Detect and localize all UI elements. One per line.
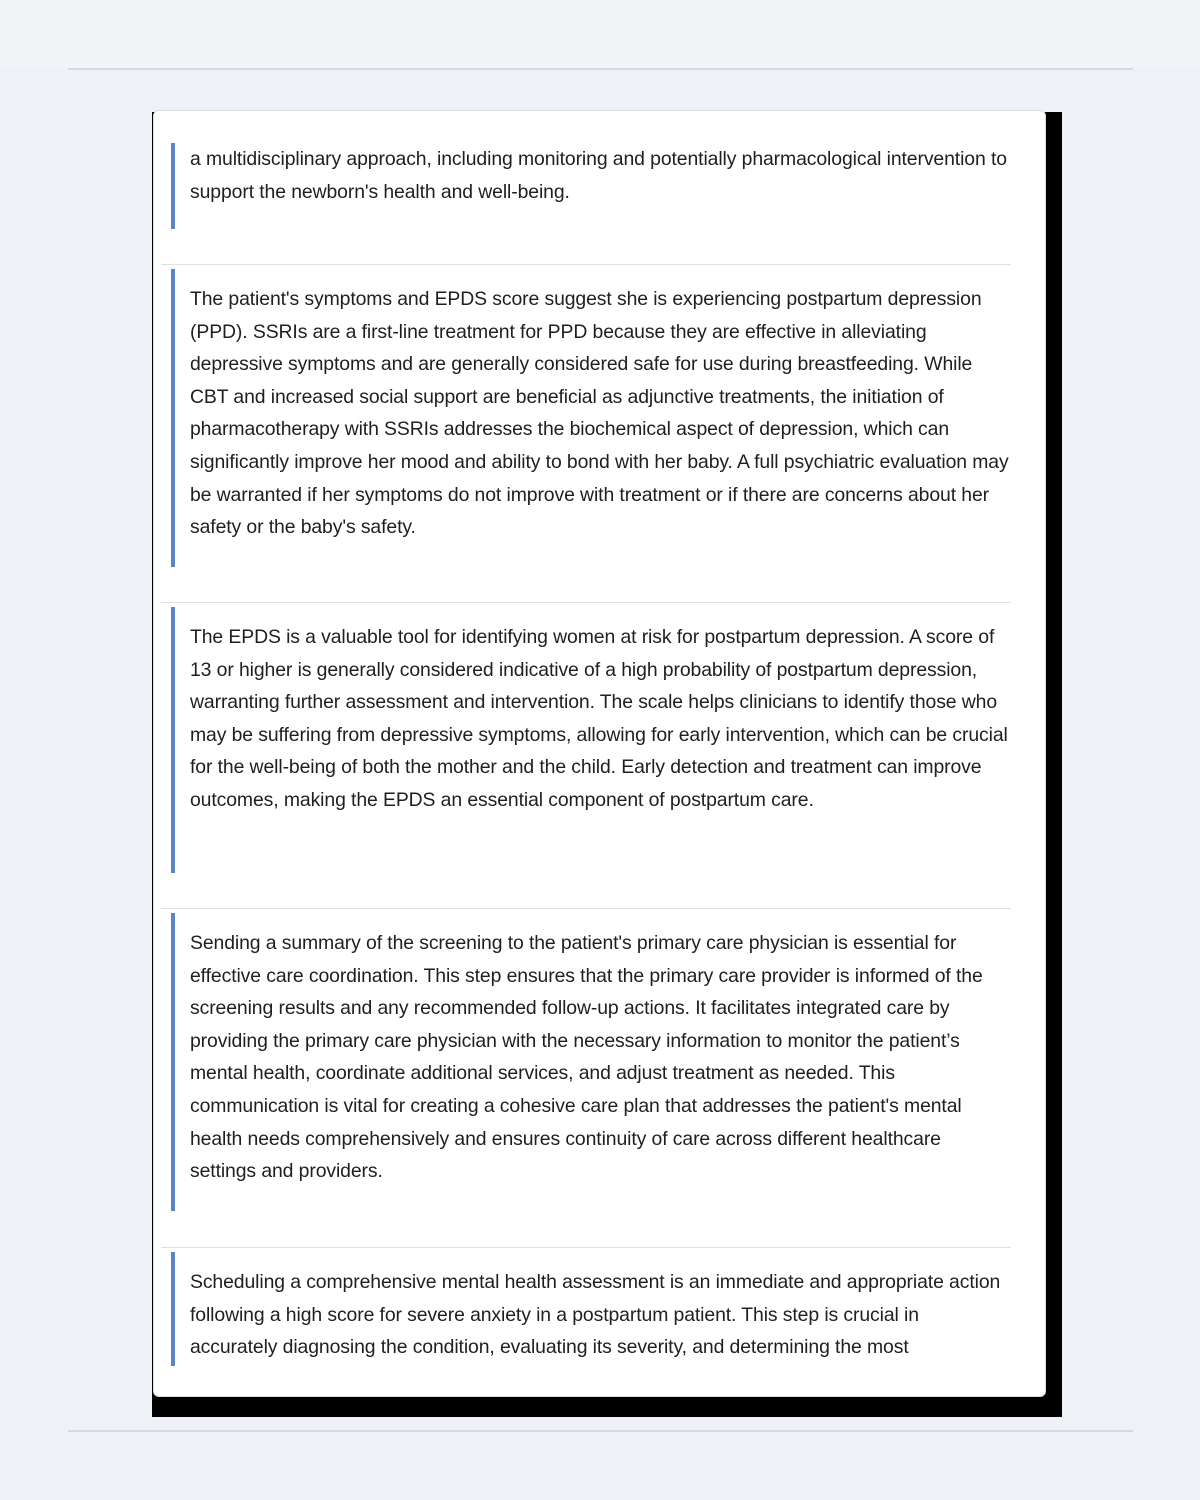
explanation-entry bbox=[171, 1252, 1011, 1366]
entry-divider bbox=[161, 908, 1011, 909]
bottom-divider bbox=[68, 1430, 1133, 1432]
top-band bbox=[0, 0, 1200, 68]
entry-accent-bar bbox=[171, 1252, 175, 1366]
entry-text: The EPDS is a valuable tool for identifying women at risk for postpartum depression. A score of 13 or higher is generally considered indicative of a high probability of postpartum depression, warranting further assessment and intervention. The scale helps clinicians to identify those who may be suffering from depressive symptoms, allowing for early intervention, which can be crucial for the well-being of both the mother and the child. Early detection and treatment can improve outcomes, making the EPDS an essential component of postpartum care. bbox=[190, 626, 1008, 811]
explanation-entry bbox=[171, 913, 1011, 1211]
entry-accent-bar bbox=[171, 269, 175, 567]
explanation-entry bbox=[171, 607, 1011, 873]
explanation-entry bbox=[171, 269, 1011, 567]
top-divider bbox=[68, 68, 1133, 70]
entry-divider bbox=[161, 602, 1011, 603]
entry-text: Sending a summary of the screening to the patient's primary care physician is essential for effective care coordination. This step ensures that the primary care provider is informed of the screening results and any recommended follow-up actions. It facilitates integrated care by providing the primary care physician with the necessary information to monitor the patient’s mental health, coordinate additional services, and adjust treatment as needed. This communication is vital for creating a cohesive care plan that addresses the patient's mental health needs comprehensively and ensures continuity of care across different healthcare settings and providers. bbox=[190, 932, 983, 1183]
entry-divider bbox=[161, 264, 1011, 265]
entry-text: Scheduling a comprehensive mental health assessment is an immediate and appropriate action following a high score for severe anxiety in a postpartum patient. This step is crucial in accurately diagnosing the condition, evaluating its severity, and determining the most bbox=[190, 1271, 1001, 1359]
entry-divider bbox=[161, 1247, 1011, 1248]
explanation-entry bbox=[171, 143, 1011, 229]
entry-accent-bar bbox=[171, 607, 175, 873]
entry-text: a multidisciplinary approach, including monitoring and potentially pharmacological intervention to support the newborn's health and well-being. bbox=[190, 148, 1007, 203]
entry-text: The patient's symptoms and EPDS score suggest she is experiencing postpartum depression (PPD). SSRIs are a first-line treatment for PPD because they are effective in alleviating depressive symptoms and are generally considered safe for use during breastfeeding. While CBT and increased social support are beneficial as adjunctive treatments, the initiation of pharmacotherapy with SSRIs addresses the biochemical aspect of depression, which can significantly improve her mood and ability to bond with her baby. A full psychiatric evaluation may be warranted if her symptoms do not improve with treatment or if there are concerns about her safety or the baby's safety. bbox=[190, 288, 1009, 539]
entry-accent-bar bbox=[171, 143, 175, 229]
entry-accent-bar bbox=[171, 913, 175, 1211]
explanation-card[interactable] bbox=[153, 110, 1046, 1397]
